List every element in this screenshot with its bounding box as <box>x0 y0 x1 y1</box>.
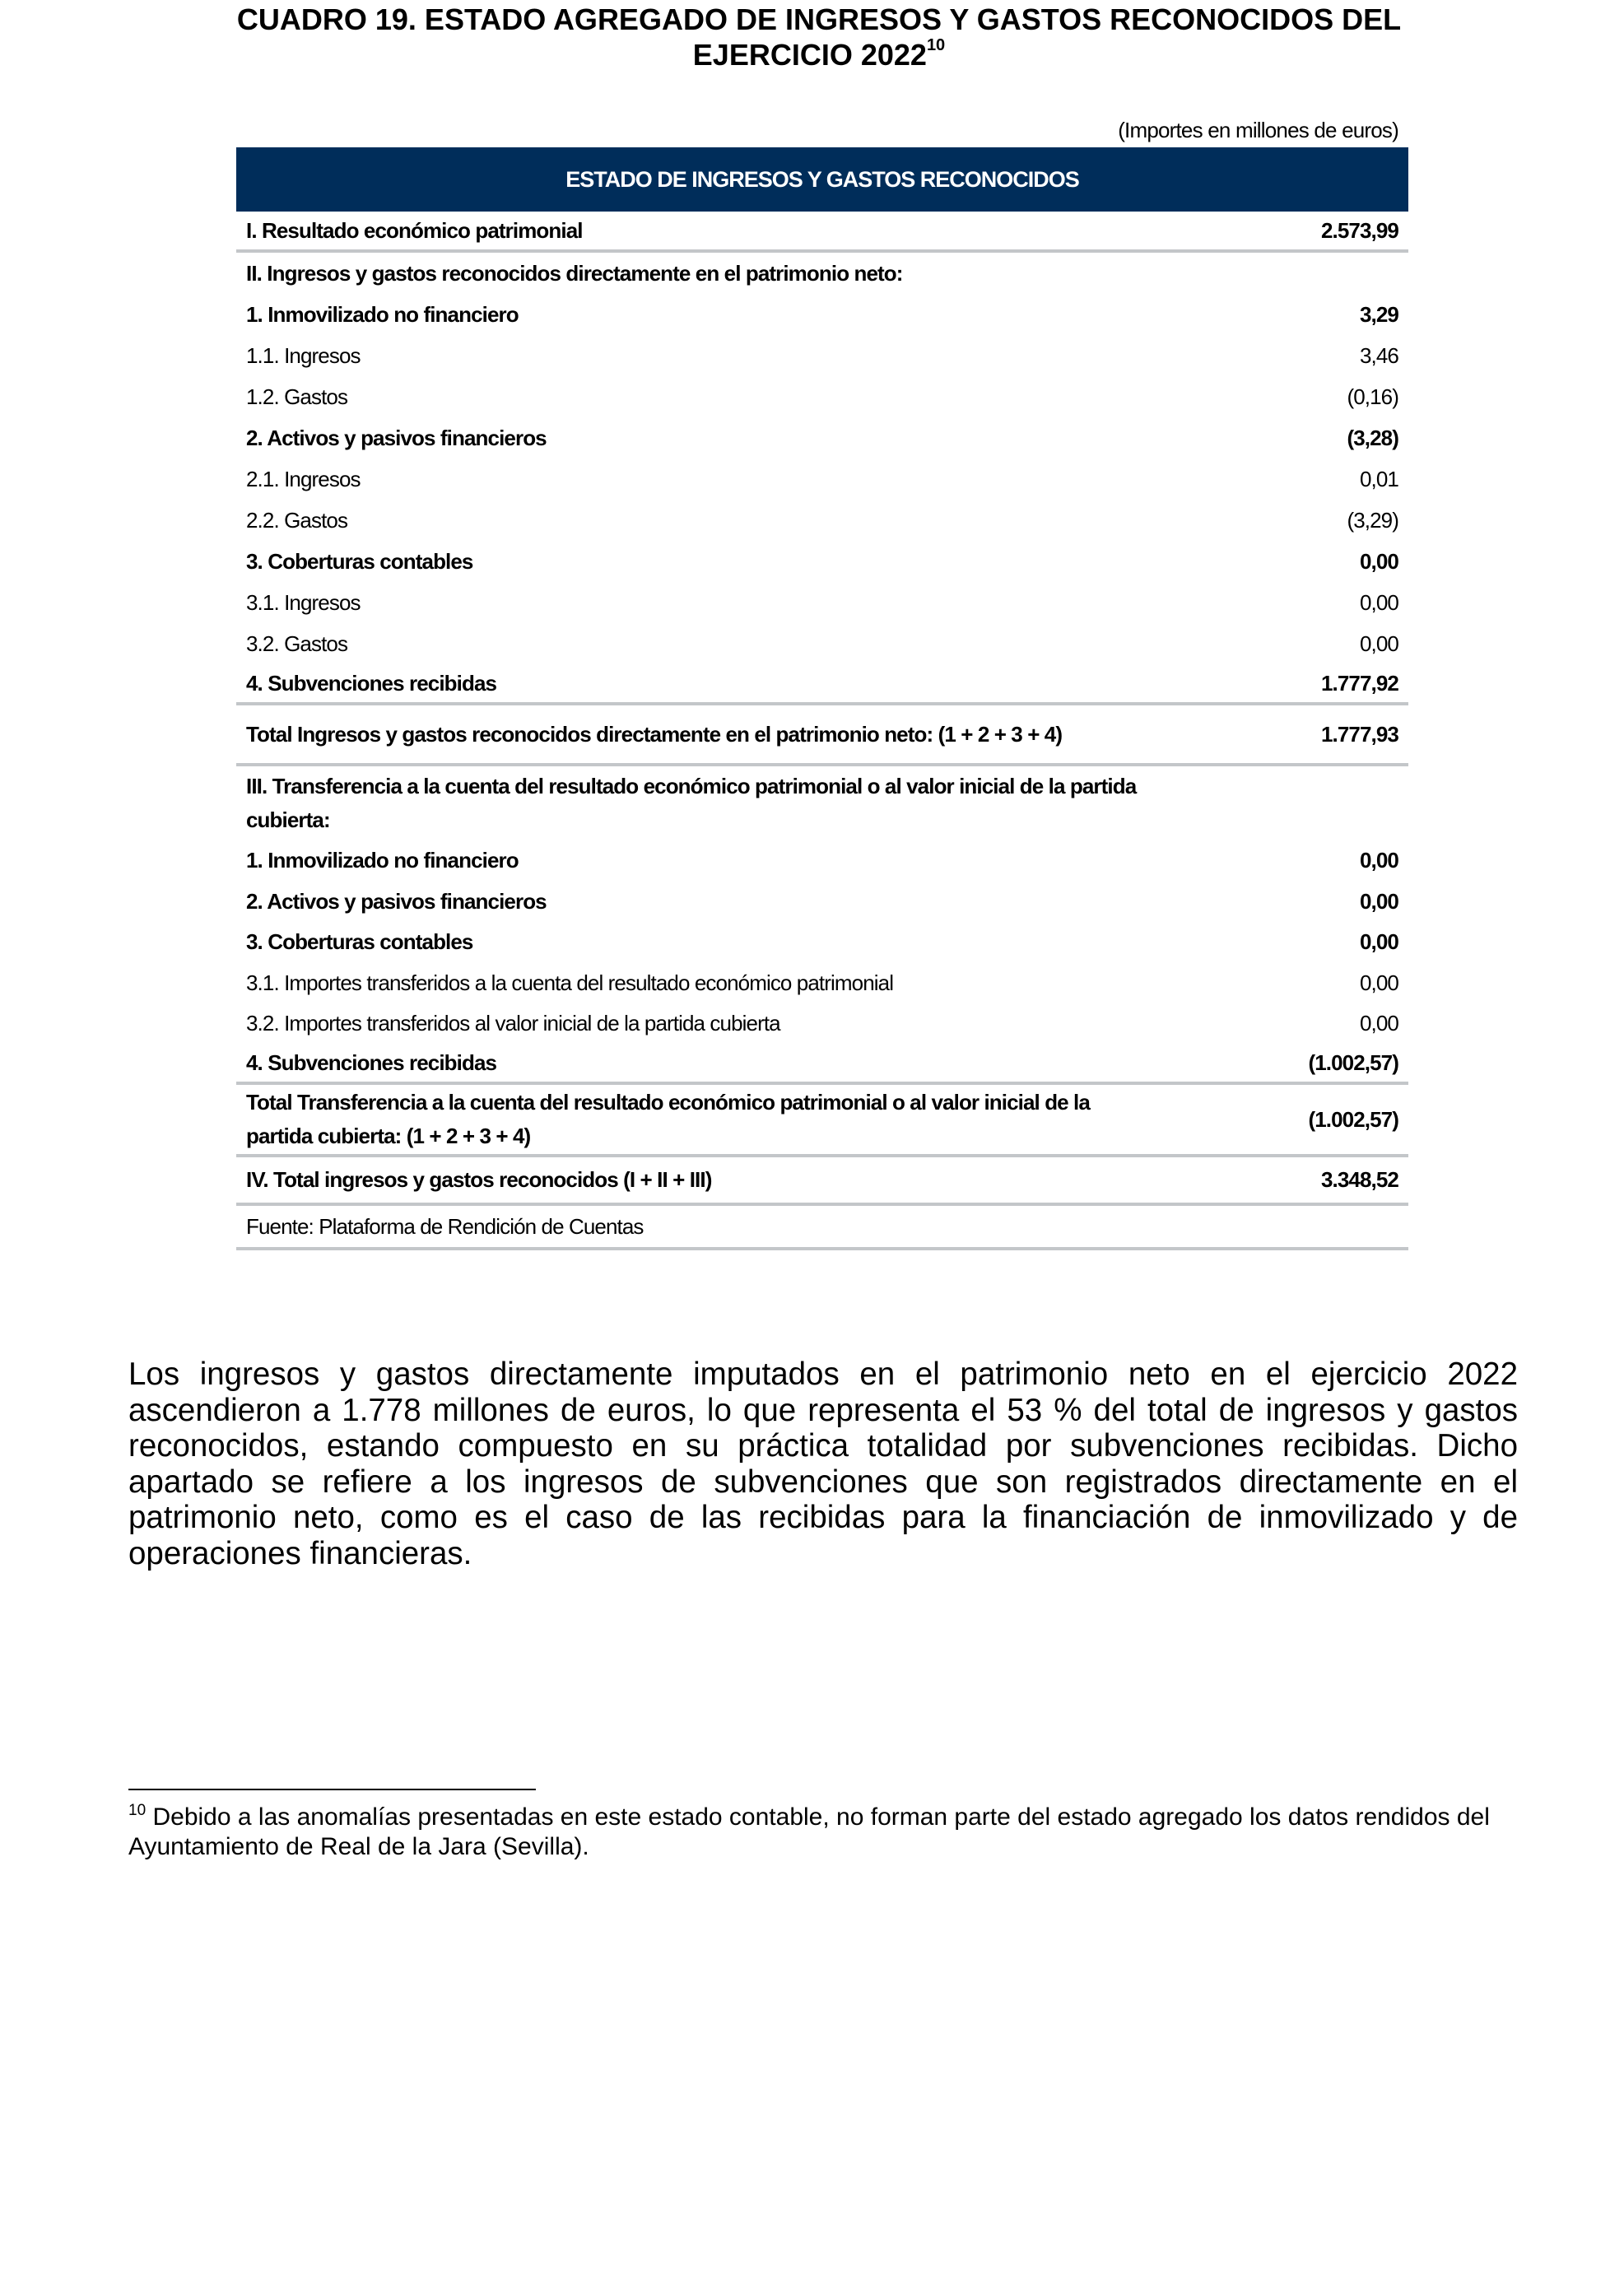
table-row <box>236 840 1408 882</box>
row-label: III. Transferencia a la cuenta del resultado económico patrimonial o al valor inicial de la partida cubierta: <box>246 774 1137 832</box>
table-header: ESTADO DE INGRESOS Y GASTOS RECONOCIDOS <box>236 147 1408 212</box>
row-label: 1. Inmovilizado no financiero <box>246 301 519 327</box>
row-value: 3,29 <box>1359 301 1398 327</box>
table-row <box>236 623 1408 664</box>
title-year: EJERCICIO 2022 <box>692 38 927 72</box>
row-label: 3.1. Ingresos <box>246 589 361 615</box>
row-label: 2. Activos y pasivos financieros <box>246 888 547 914</box>
footnote <box>128 1803 1518 1862</box>
row-value: 3.348,52 <box>1320 1167 1398 1192</box>
row-value: 0,00 <box>1359 970 1398 995</box>
table-row <box>236 922 1408 963</box>
table-row <box>236 664 1408 705</box>
row-value: 0,00 <box>1359 888 1398 914</box>
table-row <box>236 766 1408 840</box>
row-value: (1.002,57) <box>1308 1049 1398 1075</box>
table-row <box>236 335 1408 376</box>
table-row <box>236 882 1408 923</box>
table-source <box>236 1206 1408 1250</box>
table-row <box>236 417 1408 458</box>
footnote-text: Debido a las anomalías presentadas en este estado contable, no forman parte del estado agregado los datos rendidos del Ayuntamiento de Real de la Jara (Sevilla). <box>128 1803 1490 1860</box>
row-value: 0,00 <box>1359 589 1398 615</box>
row-label: 3.1. Importes transferidos a la cuenta del resultado económico patrimonial <box>246 970 894 995</box>
row-label: 3. Coberturas contables <box>246 929 473 955</box>
row-value: (1.002,57) <box>1308 1106 1398 1132</box>
row-value: 0,01 <box>1359 466 1398 491</box>
row-label: 3.2. Importes transferidos al valor inicial de la partida cubierta <box>246 1011 780 1036</box>
row-label: 2.1. Ingresos <box>246 466 361 491</box>
body-paragraph: Los ingresos y gastos directamente imputados en el patrimonio neto en el ejercicio 2022 ascendieron a 1.778 millones de euros, lo que representa el 53 % del total de ingresos y gastos reconocidos, estando compuesto en su práctica totalidad por subvenciones recibidas. Dicho apartado se refiere a los ingresos de subvenciones que son registrados directamente en el patrimonio neto, como es el caso de las recibidas para la financiación de inmovilizado y de operaciones financieras. <box>128 1357 1518 1571</box>
row-value: 3,46 <box>1359 342 1398 368</box>
table-row <box>236 582 1408 623</box>
row-label: 4. Subvenciones recibidas <box>246 1049 497 1075</box>
row-label: 4. Subvenciones recibidas <box>246 670 497 696</box>
row-label: 3.2. Gastos <box>246 631 348 656</box>
row-label: 2. Activos y pasivos financieros <box>246 425 547 450</box>
row-label: 1. Inmovilizado no financiero <box>246 848 519 873</box>
row-label: II. Ingresos y gastos reconocidos directamente en el patrimonio neto: <box>246 260 903 286</box>
table-row <box>236 1045 1408 1086</box>
table-row <box>236 1157 1408 1206</box>
row-value: 1.777,93 <box>1320 721 1398 747</box>
table-row <box>236 1003 1408 1045</box>
row-label: I. Resultado económico patrimonial <box>246 217 583 243</box>
income-expense-table <box>236 147 1408 1250</box>
table-row <box>236 963 1408 1004</box>
row-label: Total Transferencia a la cuenta del resultado económico patrimonial o al valor inicial de la partida cubierta: (1 + 2 + 3 + 4) <box>246 1090 1090 1148</box>
title-line-1: CUADRO 19. ESTADO AGREGADO DE INGRESOS Y GASTOS RECONOCIDOS DEL <box>236 2 1402 36</box>
row-label: 3. Coberturas contables <box>246 548 473 574</box>
row-value: (3,28) <box>1347 425 1398 450</box>
row-value: 0,00 <box>1359 929 1398 955</box>
footnote-ref[interactable]: 10 <box>926 36 946 54</box>
row-value: 0,00 <box>1359 1011 1398 1036</box>
table-row <box>236 253 1408 294</box>
table-row <box>236 705 1408 766</box>
table-row <box>236 458 1408 500</box>
row-label: Total Ingresos y gastos reconocidos directamente en el patrimonio neto: (1 + 2 + 3 + 4) <box>246 721 1063 747</box>
row-value: 2.573,99 <box>1320 217 1398 243</box>
row-label: 1.2. Gastos <box>246 384 348 409</box>
row-label: 2.2. Gastos <box>246 507 348 533</box>
footnote-number: 10 <box>128 1802 147 1819</box>
title-line-2 <box>123 37 1515 72</box>
table-row <box>236 500 1408 541</box>
row-label: IV. Total ingresos y gastos reconocidos (I + II + III) <box>246 1167 712 1192</box>
table-row <box>236 541 1408 582</box>
table-row <box>236 376 1408 417</box>
table-row <box>236 1085 1408 1157</box>
row-label: 1.1. Ingresos <box>246 342 361 368</box>
source-text: Fuente: Plataforma de Rendición de Cuentas <box>246 1213 644 1239</box>
row-value: 0,00 <box>1359 631 1398 656</box>
row-value: 0,00 <box>1359 848 1398 873</box>
table-title <box>123 2 1515 72</box>
row-value: (3,29) <box>1347 507 1398 533</box>
row-value: (0,16) <box>1347 384 1398 409</box>
table-row <box>236 212 1408 253</box>
units-note: (Importes en millones de euros) <box>1118 118 1398 142</box>
row-value: 1.777,92 <box>1320 670 1398 696</box>
footnote-divider <box>128 1789 536 1790</box>
table-row <box>236 294 1408 335</box>
row-value: 0,00 <box>1359 548 1398 574</box>
